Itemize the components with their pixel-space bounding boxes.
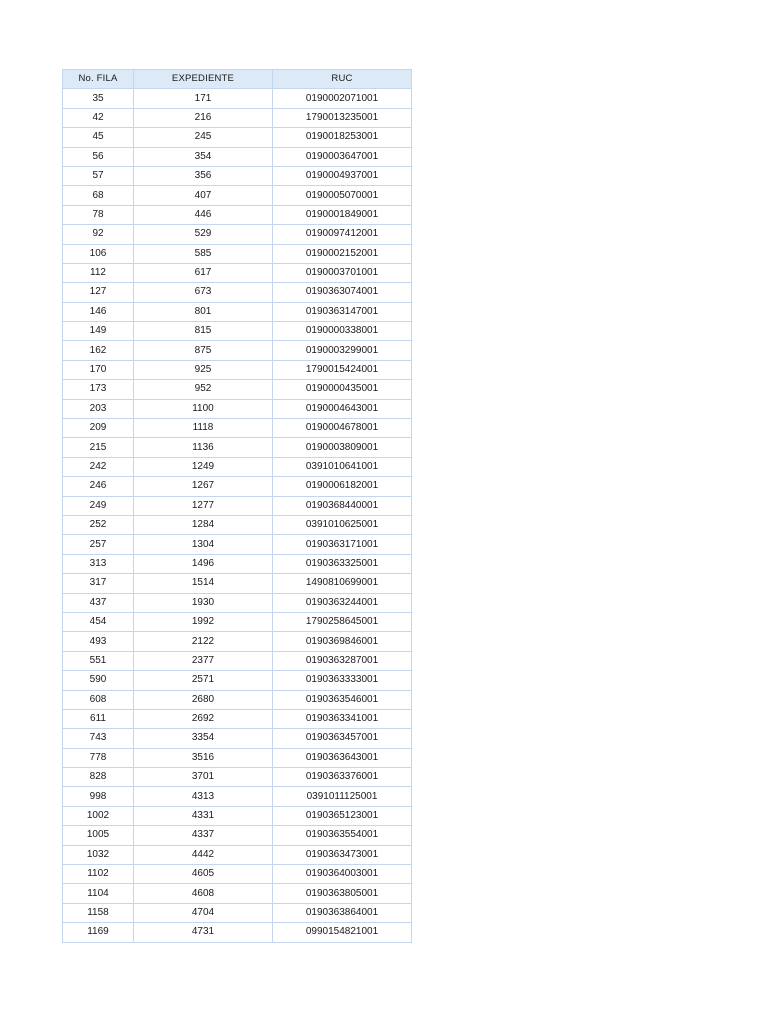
cell-ruc: 0190002071001 <box>273 89 412 108</box>
cell-no-fila: 56 <box>63 147 134 166</box>
table-row <box>63 593 412 612</box>
cell-ruc: 0190003809001 <box>273 438 412 457</box>
cell-no-fila: 68 <box>63 186 134 205</box>
cell-expediente: 585 <box>134 244 273 263</box>
cell-no-fila: 590 <box>63 671 134 690</box>
cell-no-fila: 92 <box>63 225 134 244</box>
cell-no-fila: 146 <box>63 302 134 321</box>
table-row <box>63 923 412 942</box>
cell-no-fila: 170 <box>63 360 134 379</box>
table-row <box>63 186 412 205</box>
cell-expediente: 3354 <box>134 729 273 748</box>
table-row <box>63 903 412 922</box>
cell-expediente: 925 <box>134 360 273 379</box>
table-row <box>63 515 412 534</box>
table-body <box>63 89 412 942</box>
cell-expediente: 1249 <box>134 457 273 476</box>
table-row <box>63 806 412 825</box>
cell-expediente: 875 <box>134 341 273 360</box>
cell-expediente: 4337 <box>134 826 273 845</box>
cell-ruc: 0190363554001 <box>273 826 412 845</box>
cell-ruc: 0190000338001 <box>273 322 412 341</box>
table-row <box>63 671 412 690</box>
table-row <box>63 729 412 748</box>
cell-ruc: 1790015424001 <box>273 360 412 379</box>
cell-ruc: 0190363333001 <box>273 671 412 690</box>
table-row <box>63 574 412 593</box>
cell-no-fila: 998 <box>63 787 134 806</box>
cell-ruc: 0190006182001 <box>273 477 412 496</box>
table-row <box>63 768 412 787</box>
cell-no-fila: 551 <box>63 651 134 670</box>
cell-no-fila: 203 <box>63 399 134 418</box>
cell-ruc: 0190369846001 <box>273 632 412 651</box>
table-row <box>63 865 412 884</box>
table-row <box>63 554 412 573</box>
cell-expediente: 4313 <box>134 787 273 806</box>
cell-no-fila: 42 <box>63 108 134 127</box>
cell-expediente: 2571 <box>134 671 273 690</box>
cell-expediente: 4442 <box>134 845 273 864</box>
cell-ruc: 0190363325001 <box>273 554 412 573</box>
cell-ruc: 0190003299001 <box>273 341 412 360</box>
cell-ruc: 0190368440001 <box>273 496 412 515</box>
ruc-table <box>62 69 412 943</box>
cell-no-fila: 1002 <box>63 806 134 825</box>
cell-ruc: 0190363341001 <box>273 709 412 728</box>
cell-no-fila: 828 <box>63 768 134 787</box>
cell-expediente: 171 <box>134 89 273 108</box>
cell-no-fila: 493 <box>63 632 134 651</box>
cell-ruc: 0190363473001 <box>273 845 412 864</box>
cell-expediente: 673 <box>134 283 273 302</box>
cell-no-fila: 1158 <box>63 903 134 922</box>
cell-ruc: 0190018253001 <box>273 128 412 147</box>
cell-no-fila: 611 <box>63 709 134 728</box>
cell-expediente: 4731 <box>134 923 273 942</box>
cell-no-fila: 215 <box>63 438 134 457</box>
table-row <box>63 845 412 864</box>
cell-no-fila: 209 <box>63 419 134 438</box>
cell-expediente: 529 <box>134 225 273 244</box>
cell-no-fila: 162 <box>63 341 134 360</box>
cell-ruc: 0391011125001 <box>273 787 412 806</box>
cell-ruc: 0190004678001 <box>273 419 412 438</box>
table-row <box>63 612 412 631</box>
header-ruc: RUC <box>273 70 412 89</box>
cell-no-fila: 1005 <box>63 826 134 845</box>
cell-expediente: 216 <box>134 108 273 127</box>
table-row <box>63 709 412 728</box>
table-row <box>63 477 412 496</box>
cell-ruc: 0190005070001 <box>273 186 412 205</box>
cell-ruc: 0190003647001 <box>273 147 412 166</box>
cell-ruc: 0190003701001 <box>273 263 412 282</box>
cell-no-fila: 173 <box>63 380 134 399</box>
table-row <box>63 787 412 806</box>
cell-no-fila: 743 <box>63 729 134 748</box>
cell-expediente: 952 <box>134 380 273 399</box>
cell-no-fila: 112 <box>63 263 134 282</box>
cell-no-fila: 1104 <box>63 884 134 903</box>
cell-no-fila: 106 <box>63 244 134 263</box>
table-row <box>63 826 412 845</box>
cell-no-fila: 778 <box>63 748 134 767</box>
cell-no-fila: 45 <box>63 128 134 147</box>
cell-no-fila: 127 <box>63 283 134 302</box>
table-row <box>63 651 412 670</box>
cell-expediente: 4331 <box>134 806 273 825</box>
table-row <box>63 496 412 515</box>
header-no-fila: No. FILA <box>63 70 134 89</box>
cell-ruc: 0190363147001 <box>273 302 412 321</box>
table-row <box>63 341 412 360</box>
cell-expediente: 1267 <box>134 477 273 496</box>
cell-ruc: 0190097412001 <box>273 225 412 244</box>
cell-ruc: 0990154821001 <box>273 923 412 942</box>
table-row <box>63 263 412 282</box>
cell-ruc: 0190363074001 <box>273 283 412 302</box>
cell-expediente: 446 <box>134 205 273 224</box>
cell-ruc: 0190363457001 <box>273 729 412 748</box>
cell-expediente: 2680 <box>134 690 273 709</box>
table-row <box>63 225 412 244</box>
cell-ruc: 0190363171001 <box>273 535 412 554</box>
table-row <box>63 244 412 263</box>
cell-ruc: 0190004937001 <box>273 166 412 185</box>
cell-ruc: 0190004643001 <box>273 399 412 418</box>
table-row <box>63 690 412 709</box>
cell-no-fila: 1102 <box>63 865 134 884</box>
cell-expediente: 1930 <box>134 593 273 612</box>
cell-expediente: 1496 <box>134 554 273 573</box>
cell-ruc: 0391010625001 <box>273 515 412 534</box>
cell-ruc: 0190365123001 <box>273 806 412 825</box>
cell-expediente: 815 <box>134 322 273 341</box>
cell-expediente: 2692 <box>134 709 273 728</box>
cell-expediente: 1100 <box>134 399 273 418</box>
cell-ruc: 0190001849001 <box>273 205 412 224</box>
cell-expediente: 1284 <box>134 515 273 534</box>
table-row <box>63 438 412 457</box>
table-row <box>63 632 412 651</box>
cell-expediente: 1514 <box>134 574 273 593</box>
table-row <box>63 205 412 224</box>
cell-expediente: 1118 <box>134 419 273 438</box>
cell-expediente: 2377 <box>134 651 273 670</box>
cell-ruc: 1790013235001 <box>273 108 412 127</box>
cell-no-fila: 1169 <box>63 923 134 942</box>
cell-expediente: 1277 <box>134 496 273 515</box>
cell-no-fila: 246 <box>63 477 134 496</box>
cell-no-fila: 257 <box>63 535 134 554</box>
cell-no-fila: 149 <box>63 322 134 341</box>
cell-no-fila: 1032 <box>63 845 134 864</box>
table-row <box>63 457 412 476</box>
table-row <box>63 322 412 341</box>
cell-ruc: 0190364003001 <box>273 865 412 884</box>
cell-expediente: 4608 <box>134 884 273 903</box>
cell-ruc: 1790258645001 <box>273 612 412 631</box>
table-row <box>63 419 412 438</box>
cell-expediente: 1304 <box>134 535 273 554</box>
table-row <box>63 283 412 302</box>
cell-expediente: 4605 <box>134 865 273 884</box>
cell-no-fila: 313 <box>63 554 134 573</box>
table-row <box>63 89 412 108</box>
table-row <box>63 380 412 399</box>
cell-expediente: 407 <box>134 186 273 205</box>
cell-expediente: 1992 <box>134 612 273 631</box>
table-row <box>63 128 412 147</box>
cell-expediente: 2122 <box>134 632 273 651</box>
cell-ruc: 0190363864001 <box>273 903 412 922</box>
cell-ruc: 0190363805001 <box>273 884 412 903</box>
table-row <box>63 748 412 767</box>
cell-no-fila: 249 <box>63 496 134 515</box>
table-row <box>63 535 412 554</box>
cell-expediente: 354 <box>134 147 273 166</box>
cell-expediente: 245 <box>134 128 273 147</box>
cell-ruc: 0190363643001 <box>273 748 412 767</box>
table-header-row <box>63 70 412 89</box>
cell-no-fila: 437 <box>63 593 134 612</box>
cell-no-fila: 35 <box>63 89 134 108</box>
table-row <box>63 399 412 418</box>
cell-ruc: 0190363546001 <box>273 690 412 709</box>
table-row <box>63 147 412 166</box>
cell-no-fila: 78 <box>63 205 134 224</box>
cell-expediente: 356 <box>134 166 273 185</box>
cell-expediente: 617 <box>134 263 273 282</box>
cell-expediente: 4704 <box>134 903 273 922</box>
cell-no-fila: 252 <box>63 515 134 534</box>
cell-expediente: 3516 <box>134 748 273 767</box>
cell-expediente: 1136 <box>134 438 273 457</box>
table-row <box>63 108 412 127</box>
cell-no-fila: 454 <box>63 612 134 631</box>
cell-ruc: 0190000435001 <box>273 380 412 399</box>
cell-ruc: 1490810699001 <box>273 574 412 593</box>
cell-expediente: 3701 <box>134 768 273 787</box>
header-expediente: EXPEDIENTE <box>134 70 273 89</box>
cell-no-fila: 242 <box>63 457 134 476</box>
cell-no-fila: 608 <box>63 690 134 709</box>
cell-expediente: 801 <box>134 302 273 321</box>
table-row <box>63 166 412 185</box>
table-row <box>63 884 412 903</box>
table-row <box>63 302 412 321</box>
table-row <box>63 360 412 379</box>
cell-ruc: 0190363287001 <box>273 651 412 670</box>
cell-ruc: 0190002152001 <box>273 244 412 263</box>
cell-ruc: 0190363376001 <box>273 768 412 787</box>
cell-ruc: 0190363244001 <box>273 593 412 612</box>
cell-no-fila: 57 <box>63 166 134 185</box>
cell-no-fila: 317 <box>63 574 134 593</box>
cell-ruc: 0391010641001 <box>273 457 412 476</box>
